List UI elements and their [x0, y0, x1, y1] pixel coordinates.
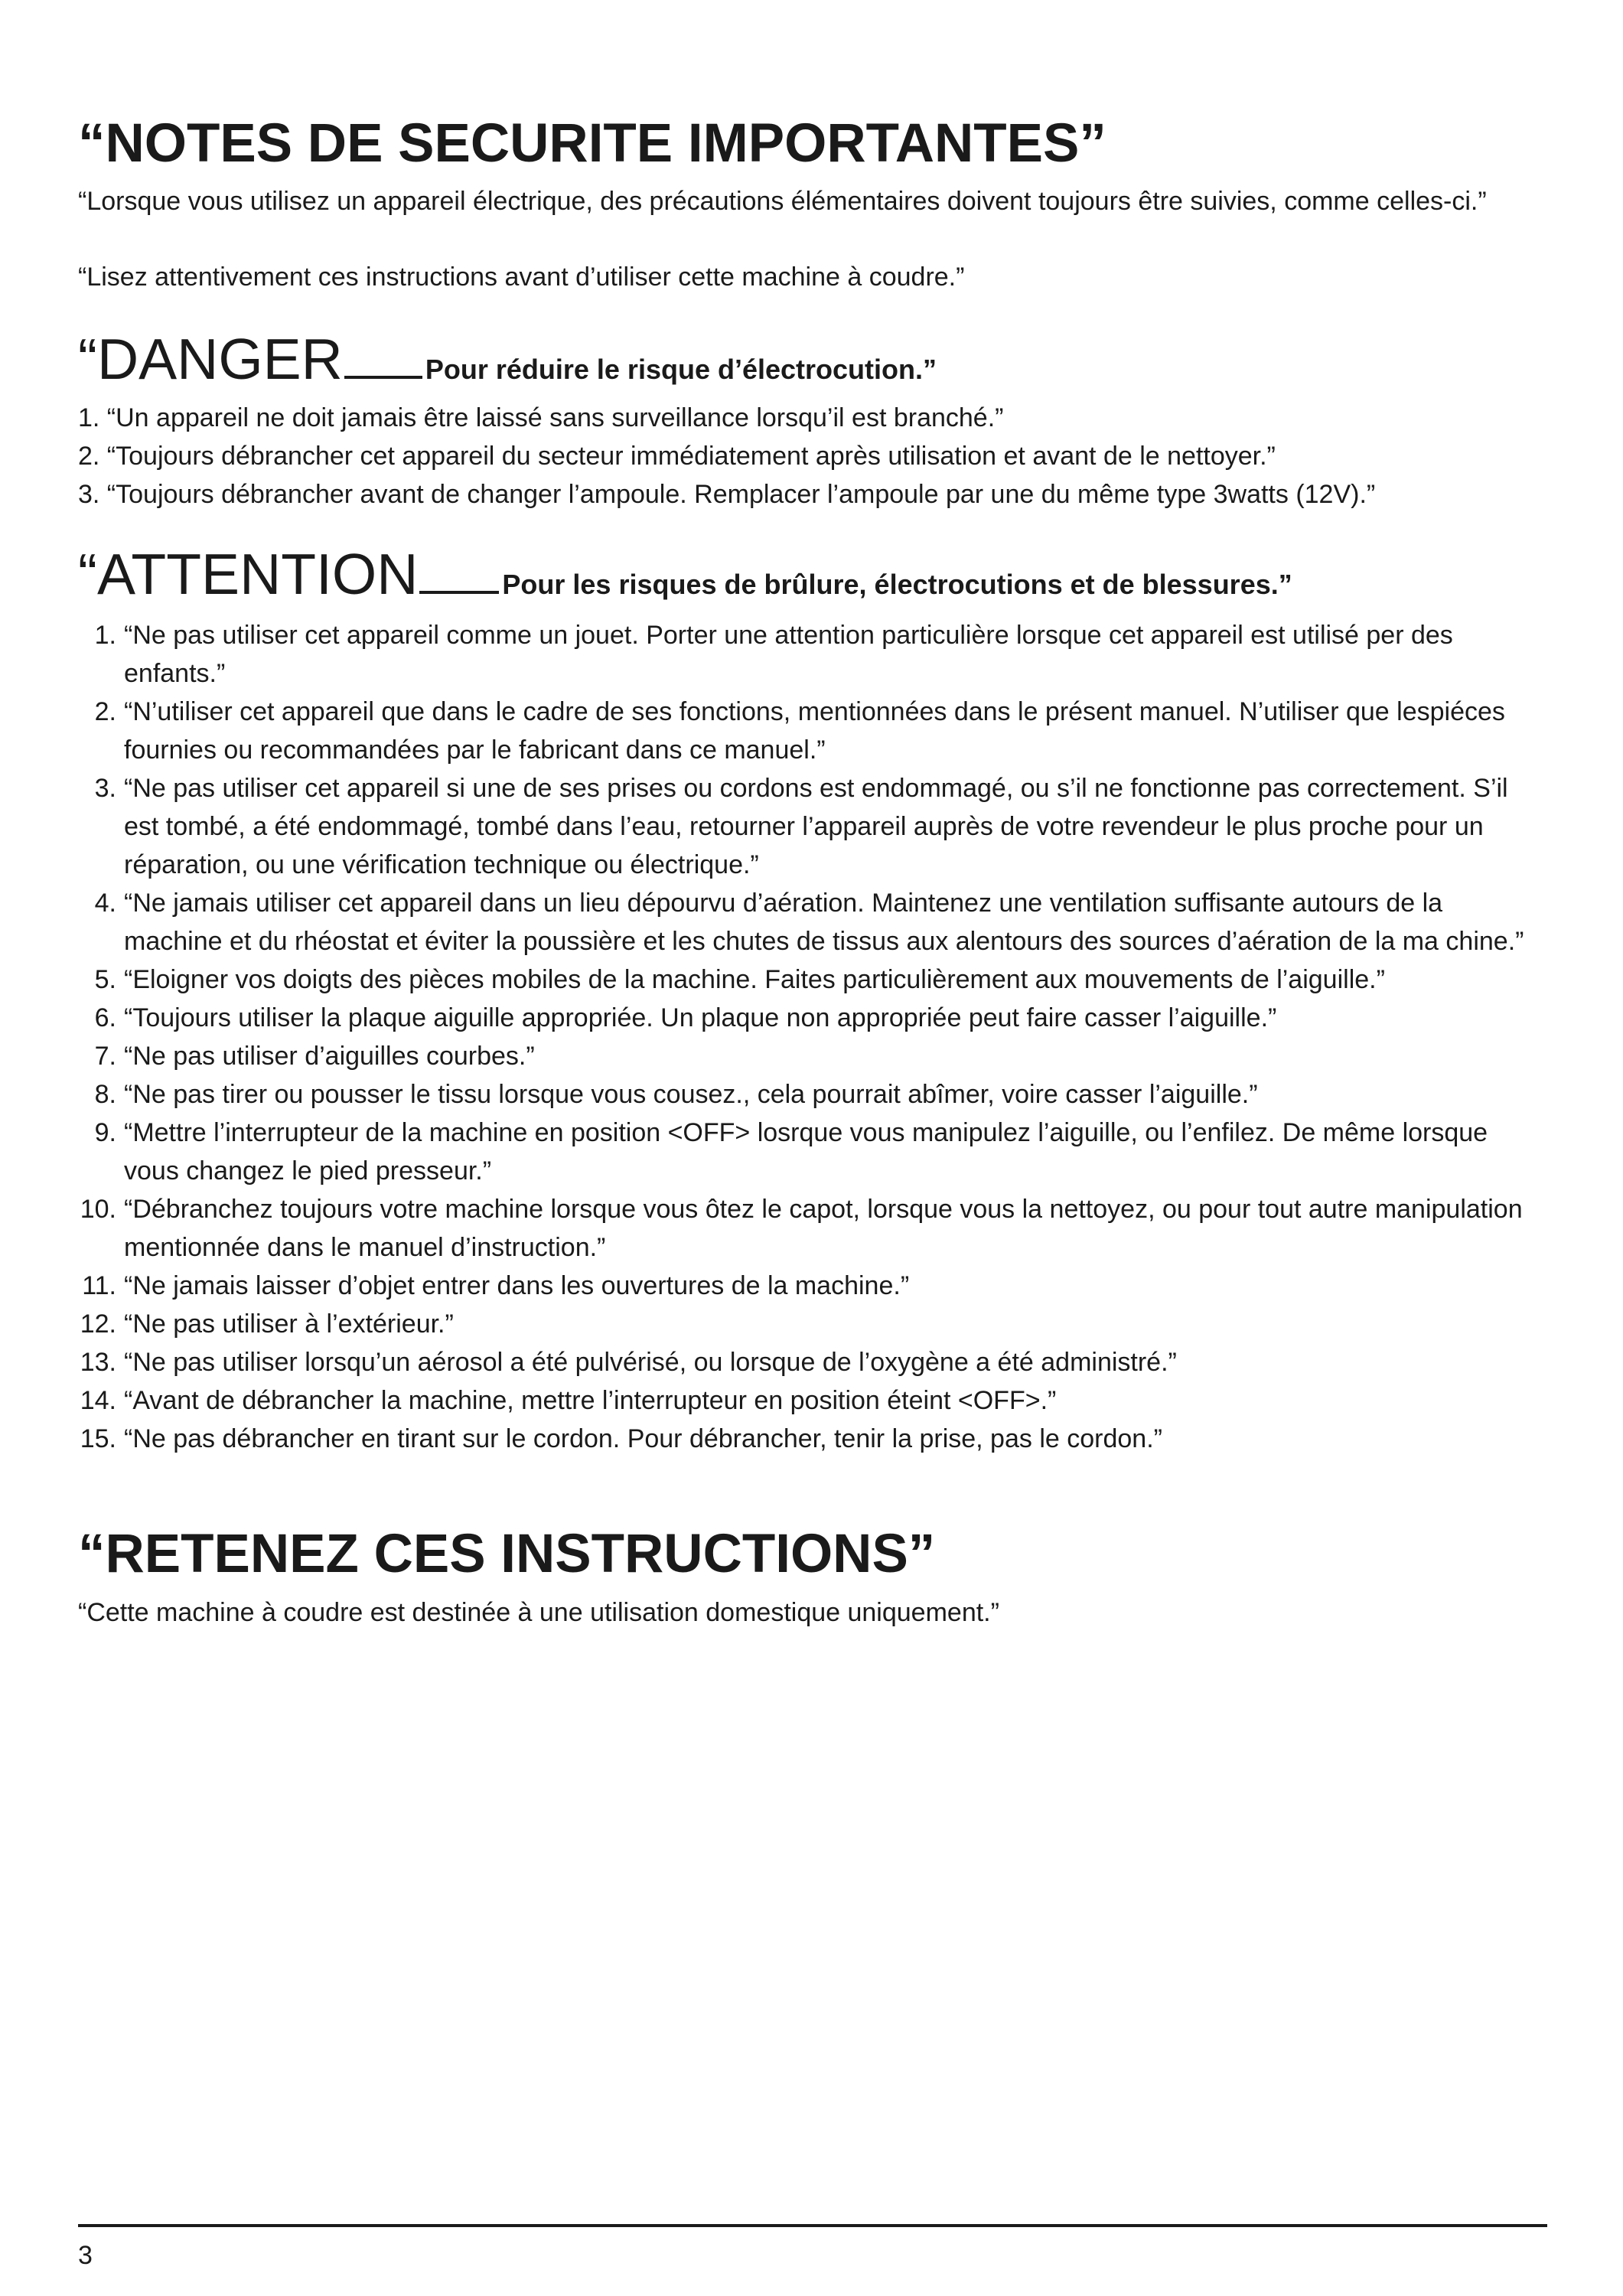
page-number: 3	[78, 2241, 93, 2270]
list-item	[78, 884, 1543, 960]
danger-list	[78, 399, 1543, 514]
item-text: “Débranchez toujours votre machine lorsque vous ôtez le capot, lorsque vous la nettoyez, ou pour tout autre manipulation mentionnée dans le manuel d’instruction.”	[124, 1195, 1523, 1262]
list-item	[78, 1343, 1543, 1381]
attention-rule	[419, 591, 499, 594]
item-number: 13.	[80, 1348, 116, 1377]
danger-heading	[78, 327, 937, 391]
item-number: 12.	[80, 1309, 116, 1339]
list-item: 1. “Un appareil ne doit jamais être laissé sans surveillance lorsqu’il est branché.”	[78, 403, 1004, 432]
item-number: 9.	[94, 1118, 116, 1147]
danger-rule	[344, 376, 422, 379]
list-item	[78, 1267, 1543, 1305]
item-number: 15.	[80, 1424, 116, 1453]
list-item: 2. “Toujours débrancher cet appareil du secteur immédiatement après utilisation et avant de le nettoyer.”	[78, 442, 1276, 471]
item-number: 1.	[94, 621, 116, 650]
item-text: “Ne pas utiliser cet appareil comme un jouet. Porter une attention particulière lorsque cet appareil est utilisé per des enfants.”	[124, 621, 1453, 688]
list-item	[78, 1075, 1543, 1114]
intro-paragraph-2: “Lisez attentivement ces instructions avant d’utiliser cette machine à coudre.”	[78, 263, 965, 292]
attention-list	[78, 616, 1543, 1458]
attention-subtitle: Pour les risques de brûlure, électrocutions et de blessures.”	[502, 569, 1292, 600]
item-text: “N’utiliser cet appareil que dans le cadre de ses fonctions, mentionnées dans le présent manuel. N’utiliser que lespiéces fournies ou recommandées par le fabricant dans ce manuel.”	[124, 697, 1505, 765]
list-item	[78, 960, 1543, 999]
item-number: 6.	[94, 1003, 116, 1032]
item-text: “Ne pas utiliser à l’extérieur.”	[124, 1309, 454, 1339]
item-text: “Ne jamais utiliser cet appareil dans un lieu dépourvu d’aération. Maintenez une ventilation suffisante autours de la machine et du rhéostat et éviter la poussière et les chutes de tissus aux alentours des sources d’aération de la ma chine.”	[124, 889, 1524, 956]
intro-paragraph-1: “Lorsque vous utilisez un appareil électrique, des précautions élémentaires doivent toujours être suivies, comme celles-ci.”	[78, 187, 1487, 216]
list-item	[78, 1420, 1543, 1458]
item-number: 5.	[94, 965, 116, 994]
item-text: “Ne pas débrancher en tirant sur le cordon. Pour débrancher, tenir la prise, pas le cordon.”	[124, 1424, 1162, 1453]
item-number: 10.	[80, 1195, 116, 1224]
item-number: 7.	[94, 1042, 116, 1071]
list-item	[78, 769, 1543, 884]
item-text: “Ne pas utiliser d’aiguilles courbes.”	[124, 1042, 535, 1071]
item-text: “Mettre l’interrupteur de la machine en position <OFF> losrque vous manipulez l’aiguille, ou l’enfilez. De même lorsque vous changez le pied presseur.”	[124, 1118, 1488, 1186]
attention-title: “ATTENTION	[78, 542, 419, 606]
item-number: 3.	[94, 774, 116, 803]
item-text: “Ne pas utiliser lorsqu’un aérosol a été pulvérisé, ou lorsque de l’oxygène a été administré.”	[124, 1348, 1177, 1377]
retain-heading: “RETENEZ CES INSTRUCTIONS”	[78, 1524, 936, 1584]
list-item	[78, 1190, 1543, 1267]
list-item: 3. “Toujours débrancher avant de changer l’ampoule. Remplacer l’ampoule par une du même type 3watts (12V).”	[78, 480, 1376, 509]
attention-heading	[78, 542, 1292, 606]
list-item	[78, 1381, 1543, 1420]
list-item	[78, 1305, 1543, 1343]
item-text: “Toujours utiliser la plaque aiguille appropriée. Un plaque non appropriée peut faire casser l’aiguille.”	[124, 1003, 1277, 1032]
item-number: 2.	[94, 697, 116, 726]
list-item	[78, 999, 1543, 1037]
page-title: “NOTES DE SECURITE IMPORTANTES”	[78, 113, 1106, 174]
footer-rule	[78, 2224, 1547, 2227]
danger-subtitle: Pour réduire le risque d’électrocution.”	[425, 354, 937, 385]
item-text: “Avant de débrancher la machine, mettre l’interrupteur en position éteint <OFF>.”	[124, 1386, 1057, 1415]
item-text: “Eloigner vos doigts des pièces mobiles de la machine. Faites particulièrement aux mouvements de l’aiguille.”	[124, 965, 1385, 994]
list-item	[78, 1037, 1543, 1075]
list-item	[78, 1114, 1543, 1190]
item-number: 11.	[82, 1271, 116, 1300]
retain-paragraph: “Cette machine à coudre est destinée à une utilisation domestique uniquement.”	[78, 1598, 999, 1627]
item-number: 8.	[94, 1080, 116, 1109]
danger-title: “DANGER	[78, 327, 343, 391]
item-number: 14.	[80, 1386, 116, 1415]
item-text: “Ne pas utiliser cet appareil si une de ses prises ou cordons est endommagé, ou s’il ne fonctionne pas correctement. S’il est tombé, a été endommagé, tombé dans l’eau, retourner l’appareil auprès de votre revendeur le plus proche pour un réparation, ou une vérification technique ou électrique.”	[124, 774, 1508, 879]
item-text: “Ne jamais laisser d’objet entrer dans les ouvertures de la machine.”	[124, 1271, 910, 1300]
item-number: 4.	[94, 889, 116, 918]
item-text: “Ne pas tirer ou pousser le tissu lorsque vous cousez., cela pourrait abîmer, voire casser l’aiguille.”	[124, 1080, 1258, 1109]
list-item	[78, 616, 1543, 693]
list-item	[78, 693, 1543, 769]
